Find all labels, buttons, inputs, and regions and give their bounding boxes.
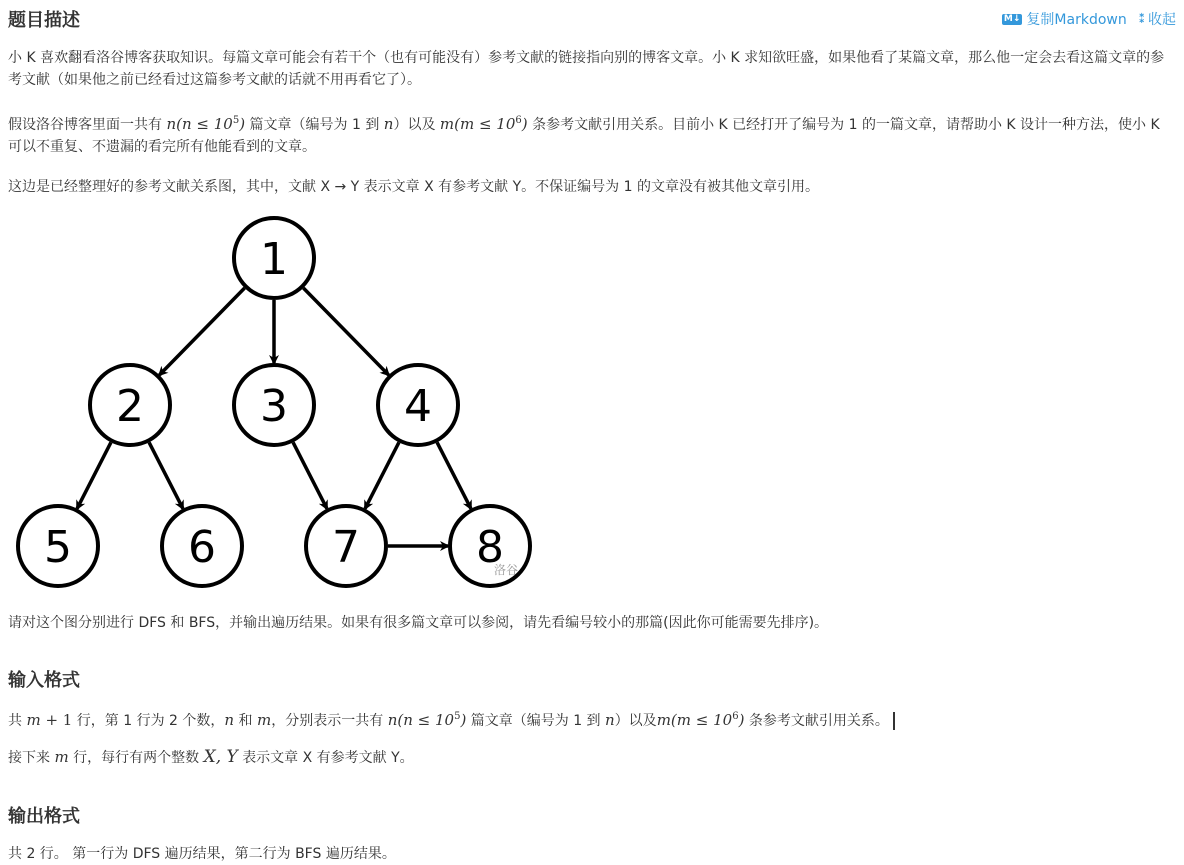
section-title-output-format: 输出格式 [8,806,80,827]
graph-node-label-2: 2 [116,381,144,432]
input-format-line-1: 共 m + 1 行，第 1 行为 2 个数，n 和 m，分别表示一共有 $n(n \le 10^5)$ 篇文章（编号为 1 到 n）以及$m(m \le 10^6)$ 条参考文献引用关系。 [8,706,1176,732]
graph-edge-4-7 [365,442,399,508]
graph-node-label-5: 5 [44,522,72,573]
section-title-description: 题目描述 [8,10,80,31]
collapse-label: 收起 [1148,12,1176,28]
copy-markdown-button[interactable] [1002,9,1127,29]
description-paragraph-1: 小 K 喜欢翻看洛谷博客获取知识。每篇文章可能会有若干个（也有可能没有）参考文献的链接指向别的博客文章。小 K 求知欲旺盛，如果他看了某篇文章，那么他一定会去看这篇文章的参考文献（如果他之前已经看过这篇参考文献的话就不用再看它了）。 [8,50,1165,88]
graph-node-label-3: 3 [260,381,288,432]
graph-node-label-4: 4 [404,381,432,432]
description-paragraph-2: 假设洛谷博客里面一共有 $n(n \le 10^5)$ 篇文章（编号为 1 到 n）以及 $m(m \le 10^6)$ 条参考文献引用关系。目前小 K 已经打开了编号为 1 的一篇文章，请帮助小 K 设计一种方法，使小 K 可以不重复、不遗漏的看完所有他能看到的文章。 [8,115,1160,155]
reference-graph-figure [8,212,538,592]
graph-edge-1-2 [159,288,244,375]
graph-node-label-1: 1 [260,234,288,285]
markdown-icon: M↓ [1003,13,1021,24]
graph-edge-2-5 [77,442,111,508]
description-paragraph-4: 请对这个图分别进行 DFS 和 BFS，并输出遍历结果。如果有很多篇文章可以参阅，请先看编号较小的那篇(因此你可能需要先排序)。 [8,615,829,631]
toolbar [1002,9,1176,29]
graph-node-label-7: 7 [332,522,360,573]
graph-edge-1-4 [303,288,388,375]
graph-edge-3-7 [293,442,327,508]
copy-markdown-label: 复制Markdown [1026,12,1127,28]
graph-node-label-8: 8 [476,522,504,573]
watermark-text: 洛谷 [494,563,519,577]
input-format-line-2: 接下来 m 行，每行有两个整数 X, Y 表示文章 X 有参考文献 Y。 [8,747,414,767]
problem-description-header [8,0,1176,36]
reference-graph [8,212,538,592]
graph-node-label-6: 6 [188,522,216,573]
graph-edge-2-6 [149,442,183,508]
section-title-input-format: 输入格式 [8,670,80,691]
description-paragraph-3: 这边是已经整理好的参考文献关系图，其中，文献 X → Y 表示文章 X 有参考文献 Y。不保证编号为 1 的文章没有被其他文章引用。 [8,179,819,195]
collapse-button[interactable] [1139,9,1176,29]
text-cursor [893,712,895,730]
collapse-icon: ⁑ [1138,12,1144,26]
graph-edge-4-8 [437,442,471,508]
output-format-line-1: 共 2 行。 第一行为 DFS 遍历结果，第二行为 BFS 遍历结果。 [8,846,396,862]
